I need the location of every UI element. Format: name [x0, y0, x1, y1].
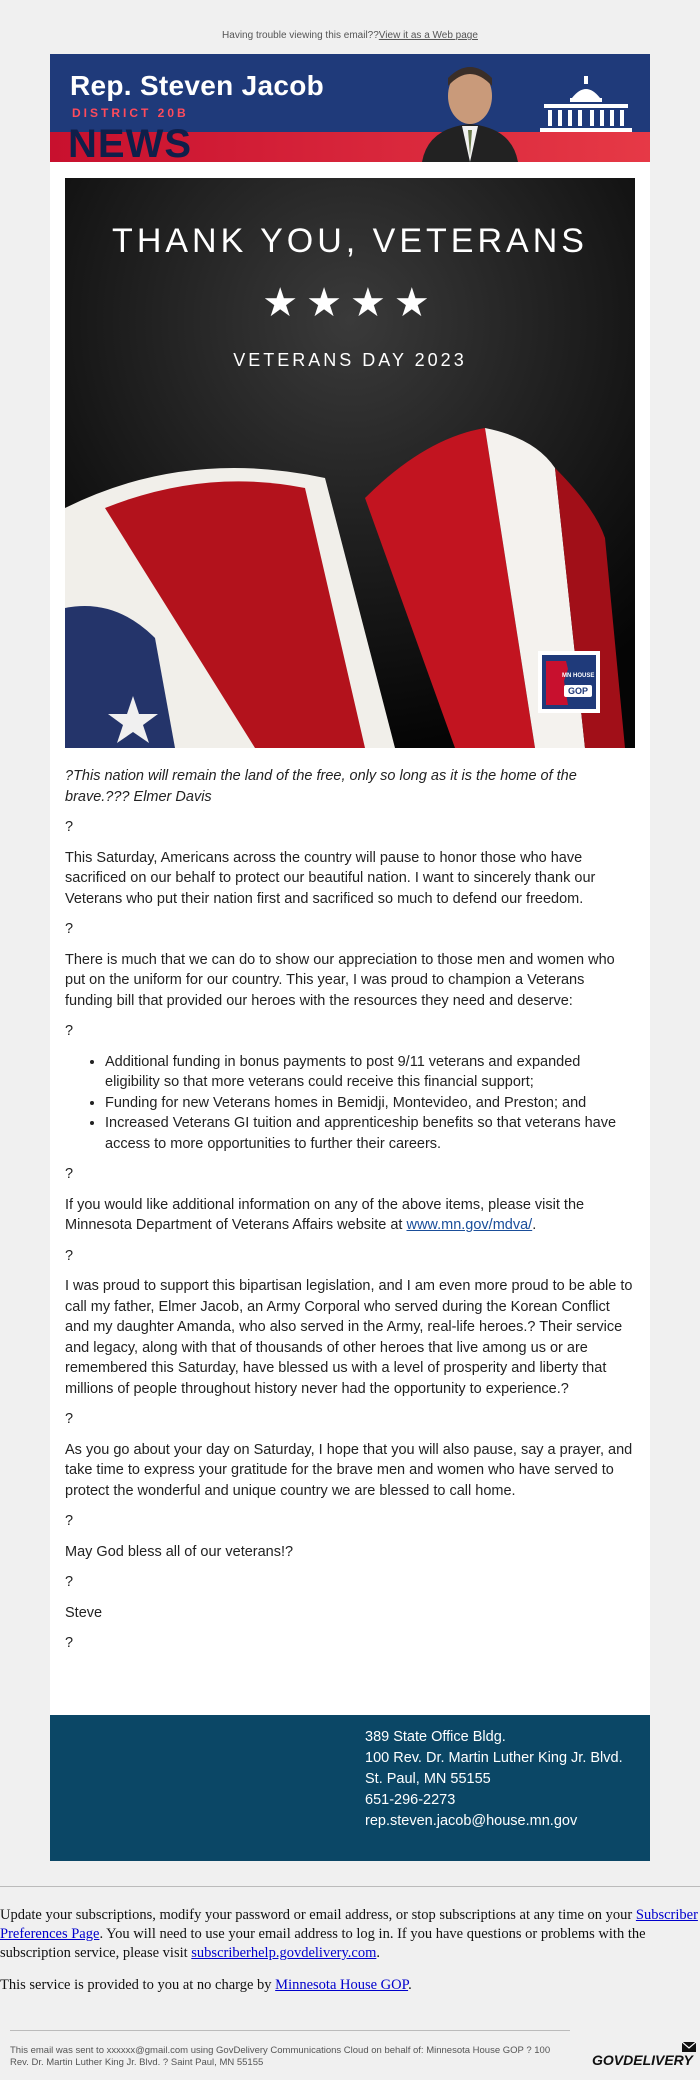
paragraph-pause-prayer: As you go about your day on Saturday, I hope that you will also pause, say a prayer, and take time to express your gratitude for the brave men and women who have served to protect the wonderful and unique country we are blessed to call home. — [65, 1441, 633, 1499]
subscription-text-2: . You will need to use your email address to log in. If you have questions or problems with the subscription service, please visit — [0, 1926, 646, 1961]
mn-house-gop-link[interactable]: Minnesota House GOP — [275, 1977, 409, 1993]
subscription-text: Update your subscriptions, modify your password or email address, or stop subscriptions at any time on your — [0, 1907, 636, 1923]
spacer-mark: ? — [65, 1513, 74, 1529]
hero-title: THANK YOU, VETERANS — [112, 222, 588, 260]
banner-news-word: NEWS — [68, 122, 192, 162]
subscriber-preferences-link[interactable]: Subscriber Preferences Page — [0, 1907, 698, 1942]
funding-bullet-list — [65, 1052, 635, 1155]
street-address-line: 100 Rev. Dr. Martin Luther King Jr. Blvd. — [365, 1750, 623, 1766]
newsletter-banner — [50, 54, 650, 162]
more-info-text: If you would like additional information on any of the above items, please visit the Minnesota Department of Veterans Affairs website at — [65, 1196, 585, 1233]
trouble-viewing-text: Having trouble viewing this email?? — [222, 30, 379, 41]
email-body-container — [50, 54, 650, 1715]
capitol-building-icon — [538, 76, 634, 134]
spacer-mark: ? — [65, 819, 74, 835]
trouble-viewing-note — [0, 30, 700, 41]
spacer-mark: ? — [65, 921, 74, 937]
opening-quote: ?This nation will remain the land of the free, only so long as it is the home of the brave.??? Elmer Davis — [65, 768, 577, 805]
list-item: • Increased Veterans GI tuition and apprenticeship benefits so that veterans have access to more opportunities to further their careers. — [105, 1113, 635, 1154]
phone-number: 651-296-2273 — [365, 1792, 456, 1808]
view-web-page-link[interactable]: View it as a Web page — [378, 30, 478, 41]
city-state-zip: St. Paul, MN 55155 — [365, 1771, 491, 1787]
office-address-line: 389 State Office Bldg. — [365, 1729, 506, 1745]
spacer-mark: ? — [65, 1574, 74, 1590]
envelope-icon — [682, 2042, 696, 2054]
paragraph-family-heroes: I was proud to support this bipartisan legislation, and I am even more proud to be able to call my father, Elmer Jacob, an Army Corporal who served during the Korean Conflict and my daughter Amanda, who also served in the Army, real-life heroes.? Their service and legacy, along with that of thousands of other heroes that live among us or are remembered this Saturday, have blessed us with a level of prosperity and liberty that millions of people throughout history never had the opportunity to experience.? — [65, 1278, 633, 1397]
govdelivery-logo-text: GOVDELIVERY — [592, 2052, 693, 2068]
service-notice — [0, 1976, 700, 1995]
logo-text-house: MN HOUSE — [562, 673, 595, 679]
service-text: This service is provided to you at no charge by — [0, 1977, 276, 1993]
subscription-text-3: . — [376, 1945, 380, 1961]
spacer-mark: ? — [65, 1247, 74, 1264]
spacer-mark: ? — [65, 1635, 74, 1651]
spacer-mark: ? — [65, 1411, 74, 1427]
banner-district: DISTRICT 20B — [72, 106, 189, 120]
veterans-day-hero-image — [65, 178, 635, 748]
list-item: • Additional funding in bonus payments to post 9/11 veterans and expanded eligibility so that more veterans could receive this financial support; — [105, 1052, 635, 1093]
paragraph-blessing: May God bless all of our veterans!? — [65, 1543, 294, 1560]
banner-rep-name: Rep. Steven Jacob — [70, 70, 325, 101]
hero-subtitle: VETERANS DAY 2023 — [233, 350, 467, 370]
list-item: • Funding for new Veterans homes in Bemidji, Montevideo, and Preston; and — [105, 1093, 635, 1114]
paragraph-honor: This Saturday, Americans across the country will pause to honor those who have sacrificed on our behalf to protect our beautiful nation. I want to sincerely thank our Veterans who put their nation first and sacrificed so much to defend our freedom. — [65, 849, 596, 907]
paragraph-more-info — [65, 1195, 635, 1236]
subscriber-help-link[interactable]: subscriberhelp.govdelivery.com — [191, 1945, 377, 1961]
logo-text-gop: GOP — [568, 686, 589, 696]
more-info-period: . — [532, 1217, 537, 1233]
mn-house-gop-logo — [538, 651, 600, 713]
rep-portrait-image — [418, 56, 522, 162]
message-body — [65, 766, 635, 1664]
govdelivery-logo[interactable] — [592, 2052, 693, 2068]
sent-to-fine-print: This email was sent to xxxxxx@gmail.com using GovDelivery Communications Cloud on behalf of: Minnesota House GOP ? 100 Rev. Dr. Martin Luther King Jr. Blvd. ? Saint Paul, MN 55155 — [10, 2045, 551, 2068]
email-address: rep.steven.jacob@house.mn.gov — [365, 1813, 578, 1829]
spacer-mark: ? — [65, 1166, 74, 1182]
hero-stars-icon: ★★★★ — [262, 281, 438, 325]
divider — [10, 2030, 570, 2031]
service-text-period: . — [408, 1977, 412, 1993]
divider — [0, 1886, 700, 1887]
mdva-website-link[interactable]: www.mn.gov/mdva/ — [406, 1217, 533, 1233]
subscription-notice — [0, 1906, 700, 1963]
spacer-mark: ? — [65, 1023, 74, 1039]
signature: Steve — [65, 1604, 103, 1621]
paragraph-funding-bill: There is much that we can do to show our appreciation to those men and women who put on the uniform for our country. This year, I was proud to champion a Veterans funding bill that provided our heroes with the resources they need and deserve: — [65, 951, 615, 1009]
contact-footer — [50, 1715, 650, 1861]
contact-address-block — [365, 1727, 623, 1832]
